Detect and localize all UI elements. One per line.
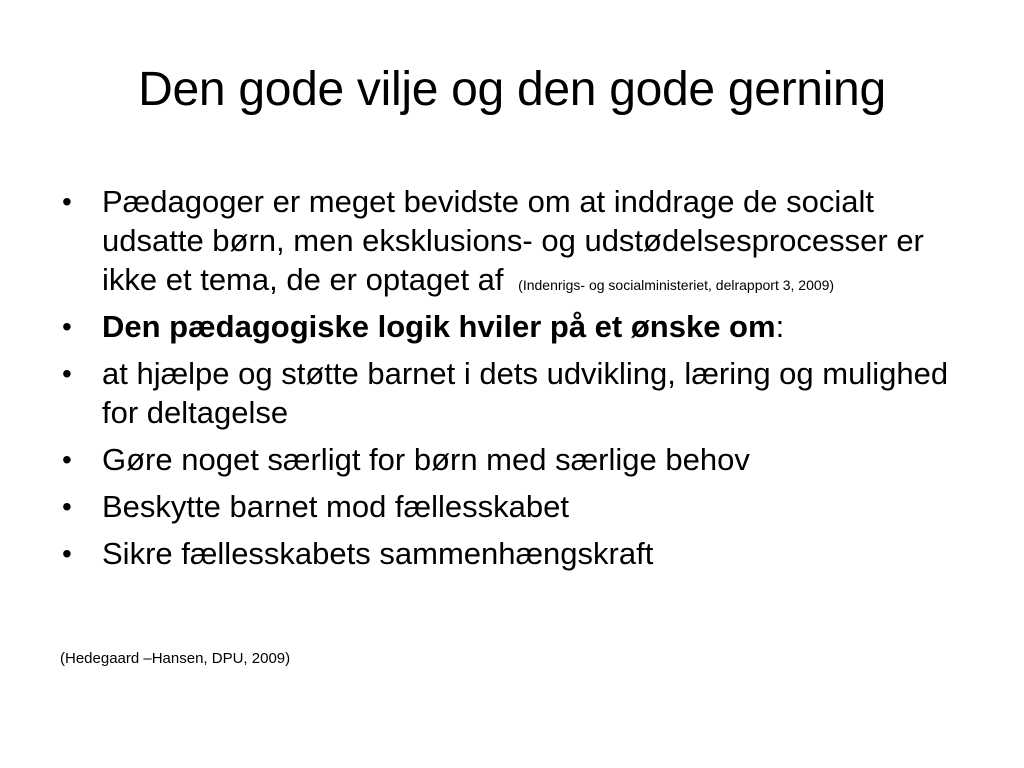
bullet-icon: • [62,491,72,522]
slide-title: Den gode vilje og den gode gerning [138,63,886,116]
bullet-suffix: : [775,309,785,344]
slide-content [60,182,970,581]
bullet-text: Sikre fællesskabets sammenhængskraft [102,536,654,571]
bullet-icon: • [62,358,72,389]
bullet-bold-text: Den pædagogiske logik hviler på et ønske om [102,309,776,344]
bullet-item-5 [60,487,970,526]
bullet-item-2 [60,307,970,346]
bullet-icon: • [62,538,72,569]
bullet-list [60,182,970,573]
inline-citation: (Indenrigs- og socialministeriet, delrapport 3, 2009) [518,277,835,293]
bullet-icon: • [62,186,72,217]
bullet-text: Gøre noget særligt for børn med særlige behov [102,442,750,477]
footer-citation: (Hedegaard –Hansen, DPU, 2009) [60,650,291,667]
bullet-item-6 [60,534,970,573]
bullet-item-1 [60,182,970,299]
bullet-icon: • [62,444,72,475]
bullet-text: Pædagoger er meget bevidste om at inddrage de socialt udsatte børn, men eksklusions- og udstødelsesprocesser er ikke et tema, de er optaget af [102,184,924,297]
bullet-text: at hjælpe og støtte barnet i dets udvikling, læring og mulighed for deltagelse [102,356,949,430]
bullet-item-3 [60,354,970,432]
bullet-icon: • [62,311,72,342]
bullet-item-4 [60,440,970,479]
bullet-text: Beskytte barnet mod fællesskabet [102,489,569,524]
